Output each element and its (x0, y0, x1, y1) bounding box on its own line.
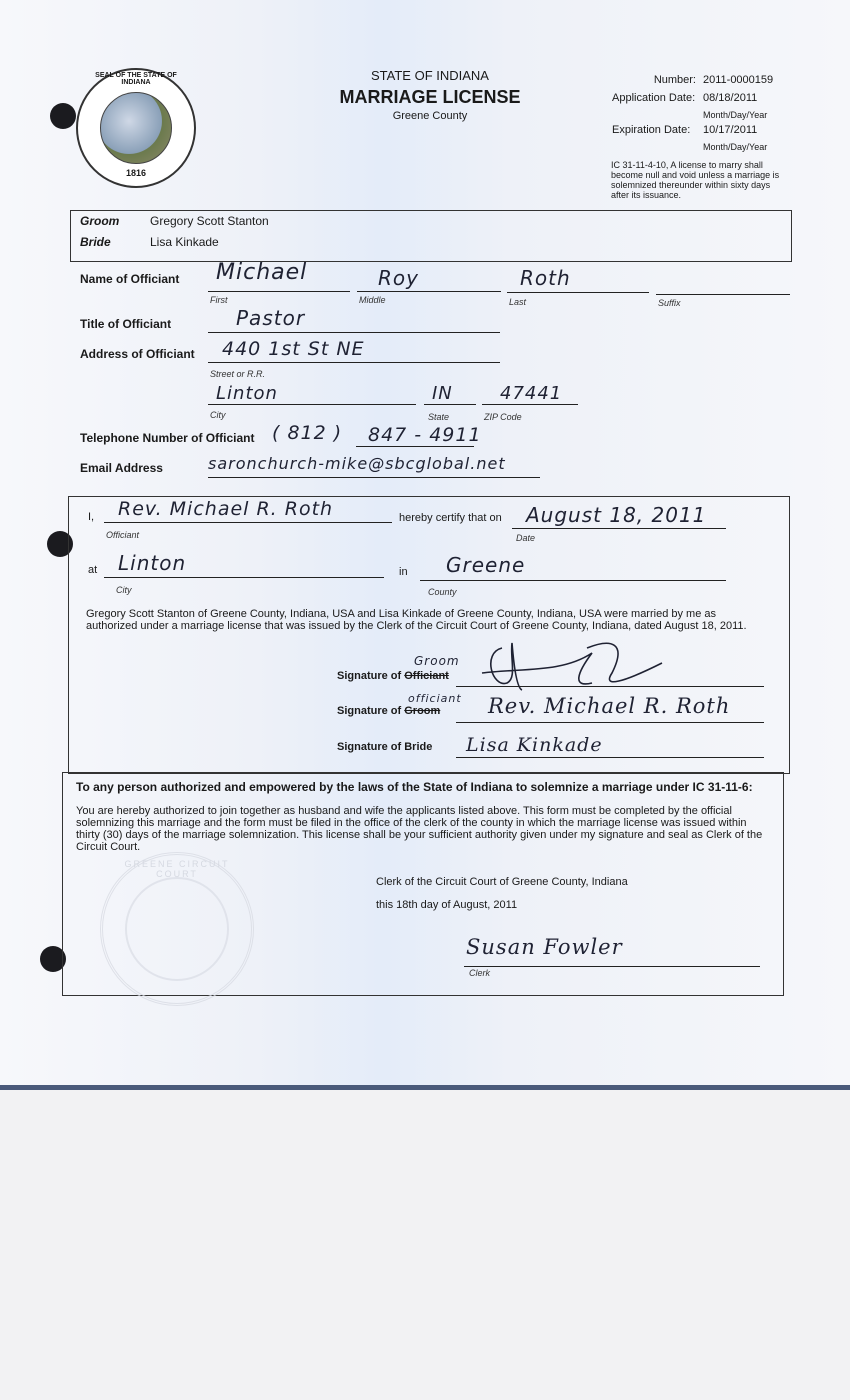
certify-officiant-line (104, 522, 392, 523)
signature-1-label (337, 670, 449, 682)
middle-name-line (357, 291, 501, 292)
certify-officiant: Rev. Michael R. Roth (118, 498, 334, 520)
marriage-date-line (512, 528, 726, 529)
last-caption: Last (509, 297, 527, 307)
city-caption: City (210, 410, 226, 420)
document-title: MARRIAGE LICENSE (339, 87, 521, 107)
officiant-phone-number: 847 - 4911 (368, 424, 482, 446)
officiant-address-label: Address of Officiant (80, 347, 195, 361)
marriage-city: Linton (118, 551, 187, 575)
officiant-zip: 47441 (500, 383, 563, 404)
clerk-signature: Susan Fowler (466, 935, 623, 959)
bride-signature: Lisa Kinkade (466, 734, 603, 756)
officiant-middle-name: Roy (378, 266, 419, 290)
signature-1-correction: Groom (414, 654, 460, 668)
signature-2-label (337, 705, 440, 717)
expiration-date-label: Expiration Date: (612, 124, 691, 136)
groom-name: Gregory Scott Stanton (150, 214, 269, 228)
officiant-caption: Officiant (106, 530, 140, 540)
application-date-format: Month/Day/Year (703, 110, 768, 120)
date-caption: Date (516, 533, 536, 543)
officiant-state: IN (432, 383, 453, 404)
expiration-date-format: Month/Day/Year (703, 142, 768, 152)
state-caption: State (428, 412, 450, 422)
emboss-text: GREENE CIRCUIT COURT (124, 859, 230, 879)
signature-1-label-text: Signature of (337, 670, 402, 682)
officiant-street: 440 1st St NE (222, 338, 365, 360)
first-name-line (208, 291, 350, 292)
officiant-email: saronchurch-mike@sbcglobal.net (208, 454, 506, 473)
certify-i-label: I, (88, 511, 95, 523)
marriage-city-caption: City (116, 585, 132, 595)
seal-year: 1816 (125, 168, 147, 178)
suffix-line (656, 294, 790, 295)
marriage-date: August 18, 2011 (526, 503, 707, 527)
seal-ring-text: SEAL OF THE STATE OF INDIANA (95, 72, 177, 86)
signature-3-line (456, 757, 764, 758)
marriage-county-line (420, 580, 726, 581)
emboss-eagle-icon (125, 877, 229, 981)
authorization-body: You are hereby authorized to join together as husband and wife the applicants listed above. This form must be completed by the official solemnizing this marriage and the form must be filed in the office of the clerk of the county in which the marriage license was issued within thirty (30) days of the marriage solemnization. This license shall be your sufficient authority given under my signature and seal as Clerk of the Circuit Court. (76, 805, 763, 853)
clerk-caption: Clerk (469, 968, 491, 978)
phone-line (356, 446, 474, 447)
officiant-city: Linton (216, 383, 278, 404)
zip-line (482, 404, 578, 405)
groom-label: Groom (80, 214, 120, 228)
in-label: in (399, 566, 408, 578)
license-number: 2011-0000159 (703, 74, 774, 86)
officiant-last-name: Roth (520, 266, 571, 290)
zip-caption: ZIP Code (484, 412, 522, 422)
certify-statement-label: hereby certify that on (399, 512, 502, 524)
officiant-title-label: Title of Officiant (80, 317, 172, 331)
statute-note: IC 31-11-4-10, A license to marry shall become null and void unless a marriage is solemnized thereunder within sixty days after its issuance. (611, 160, 780, 200)
signature-1-struck-word: Officiant (404, 670, 449, 682)
officiant-title: Pastor (236, 306, 306, 330)
bride-label: Bride (80, 235, 111, 249)
marriage-county-caption: County (428, 587, 457, 597)
signature-2-correction: officiant (408, 692, 462, 705)
marriage-county: Greene (446, 553, 526, 577)
street-caption: Street or R.R. (210, 369, 266, 379)
state-name: STATE OF INDIANA (371, 68, 489, 83)
officiant-phone-label: Telephone Number of Officiant (80, 431, 255, 445)
officiant-name-label: Name of Officiant (80, 272, 180, 286)
court-embossed-seal (100, 852, 254, 1006)
title-line (208, 332, 500, 333)
officiant-first-name: Michael (216, 260, 308, 285)
groom-signature (462, 628, 682, 698)
last-name-line (507, 292, 649, 293)
state-line (424, 404, 476, 405)
application-date-label: Application Date: (612, 92, 696, 104)
punch-hole (50, 103, 76, 129)
expiration-date: 10/17/2011 (703, 124, 758, 136)
marriage-statement: Gregory Scott Stanton of Greene County, Indiana, USA and Lisa Kinkade of Greene County, Indiana, USA were married by me as authorized under a marriage license that was issued by the Clerk of the Circuit Court of Greene County, Indiana, dated August 18, 2011. (86, 608, 747, 632)
marriage-city-line (104, 577, 384, 578)
street-line (208, 362, 500, 363)
seal-pioneer-bison-icon (100, 92, 172, 164)
county-name: Greene County (392, 110, 468, 122)
middle-caption: Middle (359, 295, 386, 305)
signature-2-struck-word: Groom (404, 705, 441, 717)
signature-2-line (456, 722, 764, 723)
clerk-office-line: Clerk of the Circuit Court of Greene County, Indiana (376, 876, 628, 888)
signature-1-line (456, 686, 764, 687)
application-date: 08/18/2011 (703, 92, 758, 104)
clerk-date-line: this 18th day of August, 2011 (376, 899, 518, 911)
city-line (208, 404, 416, 405)
suffix-caption: Suffix (658, 298, 681, 308)
bride-name: Lisa Kinkade (150, 235, 219, 249)
authorization-heading: To any person authorized and empowered by the laws of the State of Indiana to solemnize a marriage under IC 31-11-6: (76, 780, 753, 794)
officiant-email-label: Email Address (80, 461, 163, 475)
officiant-phone-area: ( 812 ) (272, 422, 343, 444)
state-seal (76, 68, 196, 188)
signature-2-label-text: Signature of (337, 705, 402, 717)
first-caption: First (210, 295, 228, 305)
signature-3-label: Signature of Bride (337, 741, 433, 753)
clerk-signature-line (464, 966, 760, 967)
at-label: at (88, 564, 98, 576)
license-number-label: Number: (653, 74, 696, 86)
email-line (208, 477, 540, 478)
officiant-signature: Rev. Michael R. Roth (488, 694, 731, 718)
